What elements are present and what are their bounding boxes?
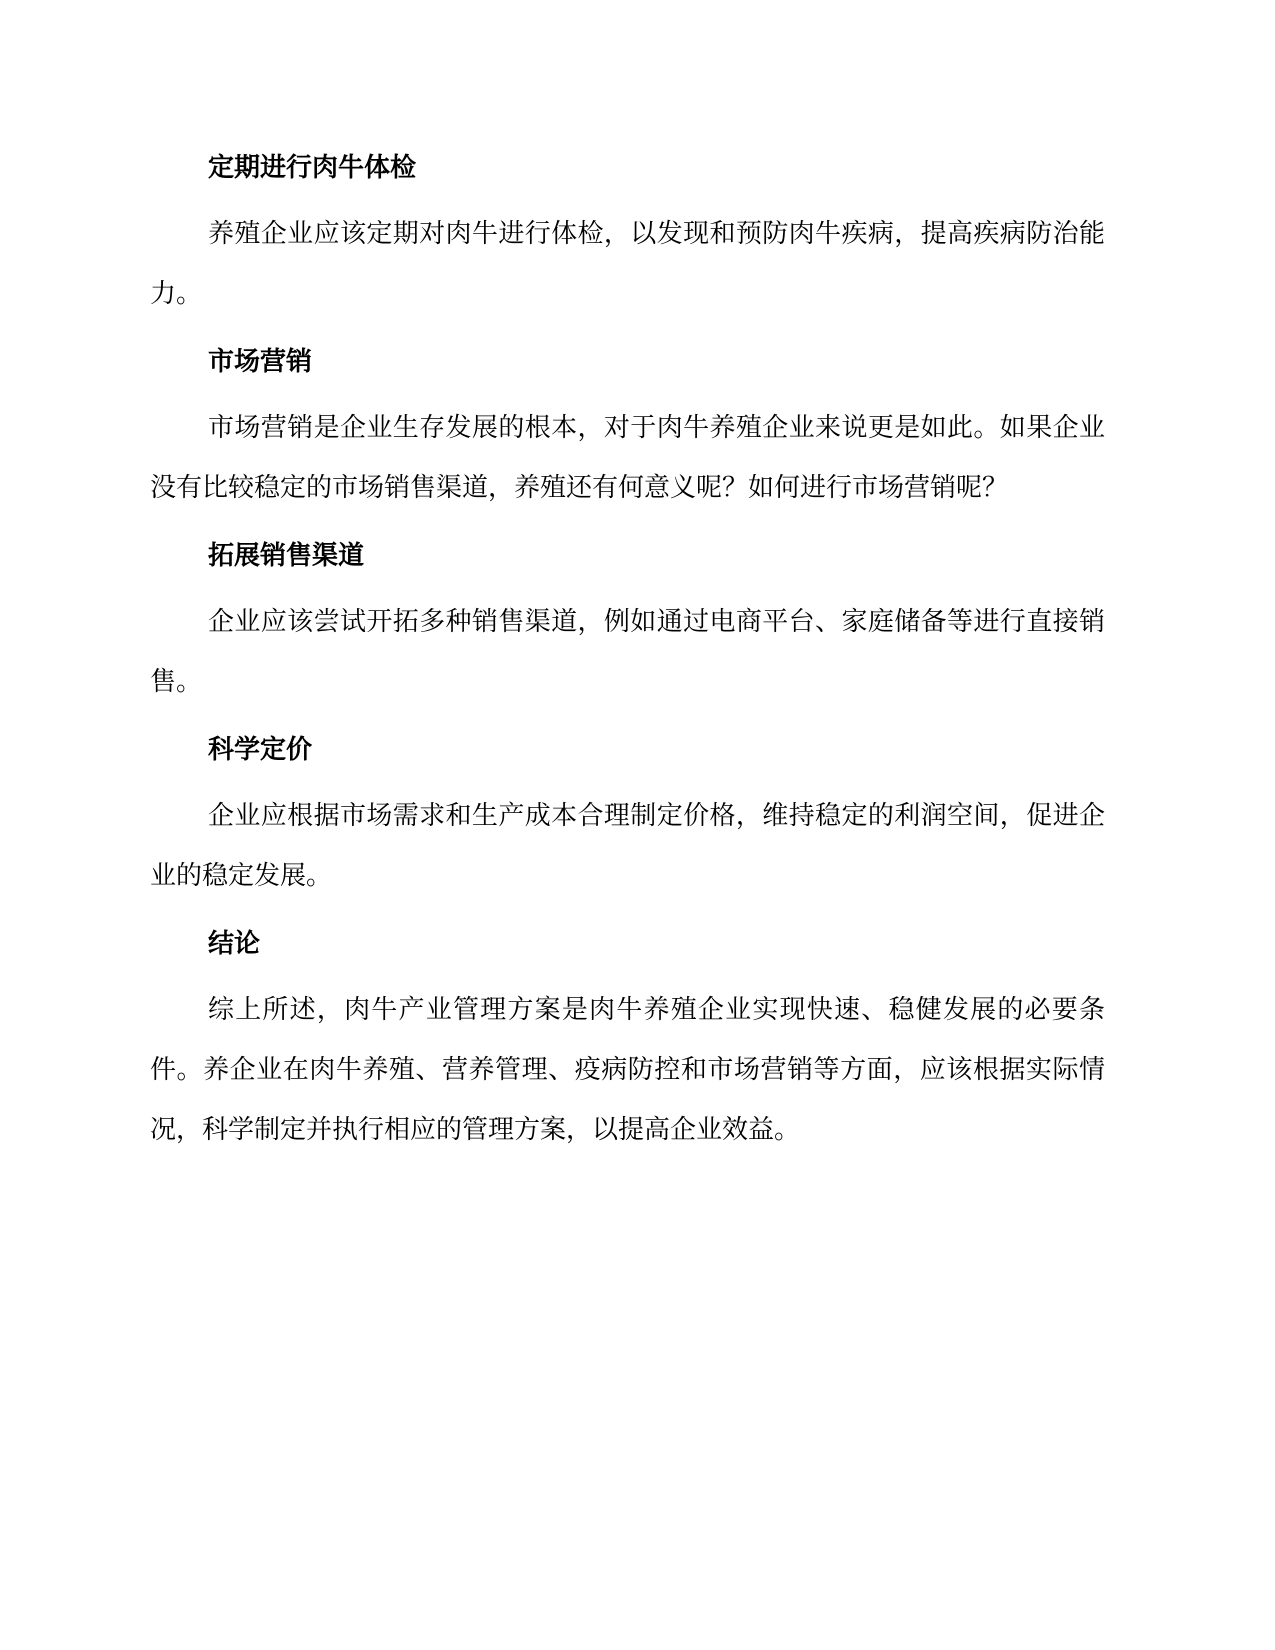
section-paragraph: 市场营销是企业生存发展的根本，对于肉牛养殖企业来说更是如此。如果企业没有比较稳定的市场销售渠道，养殖还有何意义呢？如何进行市场营销呢？: [150, 413, 1105, 503]
section-paragraph: 养殖企业应该定期对肉牛进行体检，以发现和预防肉牛疾病，提高疾病防治能力。: [150, 219, 1105, 309]
section-paragraph: 综上所述，肉牛产业管理方案是肉牛养殖企业实现快速、稳健发展的必要条件。养企业在肉牛养殖、营养管理、疫病防控和市场营销等方面，应该根据实际情况，科学制定并执行相应的管理方案，以提高企业效益。: [150, 995, 1105, 1145]
section-cattle-checkup: [150, 148, 1105, 324]
section-heading: 市场营销: [208, 347, 313, 377]
section-heading: 拓展销售渠道: [208, 541, 365, 571]
section-sales-channels: [150, 536, 1105, 712]
section-pricing: [150, 730, 1105, 906]
section-heading: 结论: [208, 929, 261, 959]
section-heading: 科学定价: [208, 735, 313, 765]
section-conclusion: [150, 924, 1105, 1160]
section-heading: 定期进行肉牛体检: [208, 153, 417, 183]
document-body: [150, 148, 1105, 1160]
section-paragraph: 企业应该尝试开拓多种销售渠道，例如通过电商平台、家庭储备等进行直接销售。: [150, 607, 1105, 697]
section-paragraph: 企业应根据市场需求和生产成本合理制定价格，维持稳定的利润空间，促进企业的稳定发展。: [150, 801, 1105, 891]
section-marketing: [150, 342, 1105, 518]
